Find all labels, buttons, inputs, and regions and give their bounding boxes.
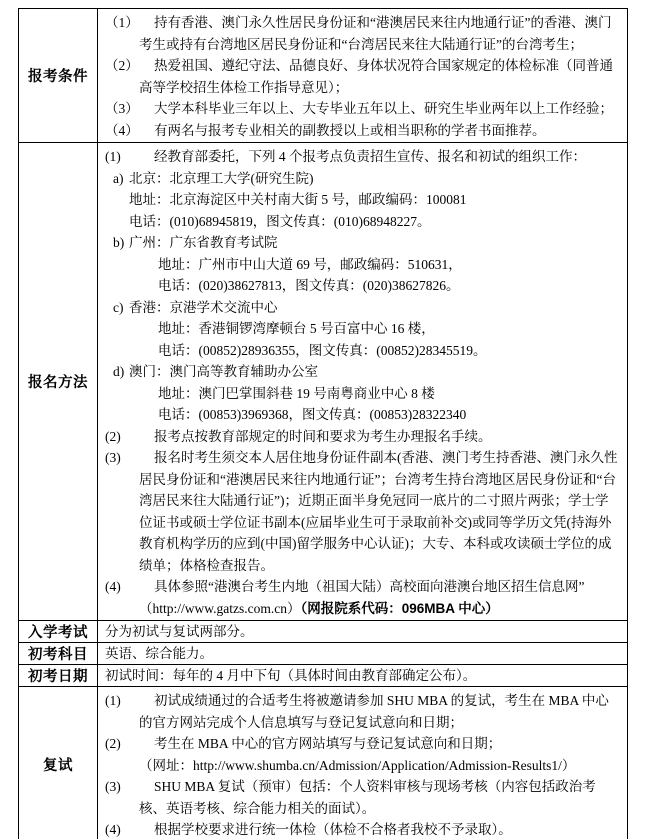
- registration-method-content: [98, 143, 628, 621]
- registration-intro: [105, 146, 621, 168]
- item-number: （4）: [105, 122, 139, 138]
- site-letter: c): [113, 299, 124, 315]
- admissions-info-table: [18, 8, 628, 839]
- retest-item-4: [105, 819, 621, 839]
- site-hongkong-name: 香港：京港学术交流中心: [129, 299, 278, 315]
- retest-item-2-url-line: （网址：http://www.shumba.cn/Admission/Application/Admission-Results1/）: [139, 757, 576, 773]
- site-guangzhou-phone: 电话：(020)38627813，图文传真：(020)38627826。: [158, 278, 460, 293]
- table-row-entrance-exam: [19, 621, 628, 643]
- row-label-preliminary-date: 初考日期: [19, 665, 98, 687]
- site-letter: d): [113, 364, 125, 379]
- site-hongkong-address: 地址：香港铜锣湾摩顿台 5 号百富中心 16 楼，: [158, 321, 435, 336]
- condition-item-2-text: 热爱祖国、遵纪守法、品德良好、身体状况符合国家规定的体检标准（同普通高等学校招生体检工作指导意见）；: [139, 58, 613, 95]
- row-label-registration-method: 报名方法: [19, 143, 98, 621]
- registration-item-3: [105, 447, 621, 576]
- site-guangzhou-address: 地址：广州市中山大道 69 号，邮政编码：510631，: [158, 256, 462, 272]
- row-label-preliminary-subjects: 初考科目: [19, 643, 98, 665]
- condition-item-1: [105, 12, 621, 55]
- registration-item-3-text: 报名时考生须交本人居住地身份证件副本(香港、澳门考生持香港、澳门永久性居民身份证和“港澳居民来往内地通行证”；台湾考生持台湾地区居民身份证和“台湾居民来往大陆通行证”)；近期正面半身免冠同一底片的二寸照片两张；学士学位证书或硕士学位证书副本(应届毕业生可于录取前补交)或同等学历文凭(持海外教育机构学历的应到(中国)留学服务中心认证)；大专、本科或攻读硕士学位的成绩单；体格检查报告。: [139, 450, 618, 573]
- registration-item-2: [105, 426, 621, 448]
- retest-item-4-text: 根据学校要求进行统一体检（体检不合格者我校不予录取）。: [154, 822, 512, 837]
- item-number: (2): [105, 736, 121, 751]
- item-number: (2): [105, 428, 121, 444]
- site-beijing-address: 地址：北京海淀区中关村南大街 5 号，邮政编码：100081: [129, 192, 467, 207]
- preliminary-date-text: 初试时间：每年的 4 月中下旬（具体时间由教育部确定公布）。: [105, 668, 477, 683]
- site-guangzhou-name: 广州：广东省教育考试院: [129, 235, 278, 250]
- item-number: (3): [105, 450, 121, 465]
- item-number: (4): [105, 579, 121, 594]
- entrance-exam-content: [98, 621, 628, 643]
- site-macau-name: 澳门：澳门高等教育辅助办公室: [129, 364, 318, 379]
- registration-item-4: [105, 576, 621, 598]
- site-letter: b): [113, 235, 125, 250]
- site-beijing-line: [105, 168, 621, 190]
- row-label-application-conditions: 报考条件: [19, 9, 98, 143]
- item-number: （2）: [105, 58, 139, 73]
- row-label-retest: 复试: [19, 687, 98, 839]
- site-macau-address: 地址：澳门巴掌围斜巷 19 号南粤商业中心 8 楼: [158, 385, 435, 401]
- condition-item-3-text: 大学本科毕业三年以上、大专毕业五年以上、研究生毕业两年以上工作经验；: [154, 101, 613, 116]
- table-row-application-conditions: [19, 9, 628, 143]
- retest-item-1-text: 初试成绩通过的合适考生将被邀请参加 SHU MBA 的复试，考生在 MBA 中心的官方网站完成个人信息填写与登记复试意向和日期；: [139, 693, 609, 730]
- item-number: （1）: [105, 15, 139, 30]
- site-hongkong-phone: 电话：(00852)28936355，图文传真：(00852)28345519。: [158, 342, 487, 358]
- preliminary-date-content: [98, 665, 628, 687]
- condition-item-1-text: 持有香港、澳门永久性居民身份证和“港澳居民来往内地通行证”的香港、澳门考生或持有台湾地区居民身份证和“台湾居民来往大陆通行证”的台湾考生；: [139, 15, 612, 52]
- registration-intro-text: 经教育部委托，下列 4 个报考点负责招生宣传、报名和初试的组织工作：: [154, 149, 586, 164]
- table-row-registration-method: [19, 143, 628, 621]
- online-registration-code-text: （网报院系代码：096MBA 中心）: [300, 600, 499, 616]
- gatzs-url-text: （http://www.gatzs.com.cn）: [139, 600, 301, 616]
- site-letter: a): [113, 170, 124, 186]
- site-guangzhou-line: [105, 232, 621, 254]
- registration-item-2-text: 报考点按教育部规定的时间和要求为考生办理报名手续。: [154, 428, 492, 444]
- preliminary-subjects-content: [98, 643, 628, 665]
- item-number: (3): [105, 779, 121, 794]
- site-macau-phone: 电话：(00853)3969368，图文传真：(00853)28322340: [158, 407, 467, 422]
- site-beijing-name: 北京：北京理工大学(研究生院): [129, 170, 314, 186]
- site-hongkong-line: [105, 297, 621, 319]
- entrance-exam-text: 分为初试与复试两部分。: [105, 624, 254, 639]
- retest-item-2: [105, 733, 621, 755]
- item-number: (4): [105, 822, 121, 837]
- item-number: (1): [105, 149, 121, 164]
- table-row-retest: [19, 687, 628, 839]
- retest-item-2-text: 考生在 MBA 中心的官方网站填写与登记复试意向和日期；: [154, 736, 502, 751]
- site-macau-line: [105, 361, 621, 383]
- row-label-entrance-exam: 入学考试: [19, 621, 98, 643]
- preliminary-subjects-text: 英语、综合能力。: [105, 646, 213, 661]
- application-conditions-content: [98, 9, 628, 143]
- registration-item-4-text: 具体参照“港澳台考生内地（祖国大陆）高校面向港澳台地区招生信息网”: [154, 579, 585, 594]
- table-row-preliminary-date: [19, 665, 628, 687]
- condition-item-3: [105, 98, 621, 120]
- registration-item-4-url-line: [105, 598, 621, 620]
- item-number: （3）: [105, 101, 139, 116]
- condition-item-4-text: 有两名与报考专业相关的副教授以上或相当职称的学者书面推荐。: [154, 122, 546, 138]
- table-row-preliminary-subjects: [19, 643, 628, 665]
- item-number: (1): [105, 693, 121, 708]
- retest-item-3: [105, 776, 621, 819]
- retest-item-3-text: SHU MBA 复试（预审）包括：个人资料审核与现场考核（内容包括政治考核、英语考核、综合能力相关的面试）。: [139, 779, 596, 816]
- retest-item-1: [105, 690, 621, 733]
- retest-content: [98, 687, 628, 839]
- condition-item-2: [105, 55, 621, 98]
- condition-item-4: [105, 120, 621, 142]
- site-beijing-phone: 电话：(010)68945819，图文传真：(010)68948227。: [129, 213, 431, 229]
